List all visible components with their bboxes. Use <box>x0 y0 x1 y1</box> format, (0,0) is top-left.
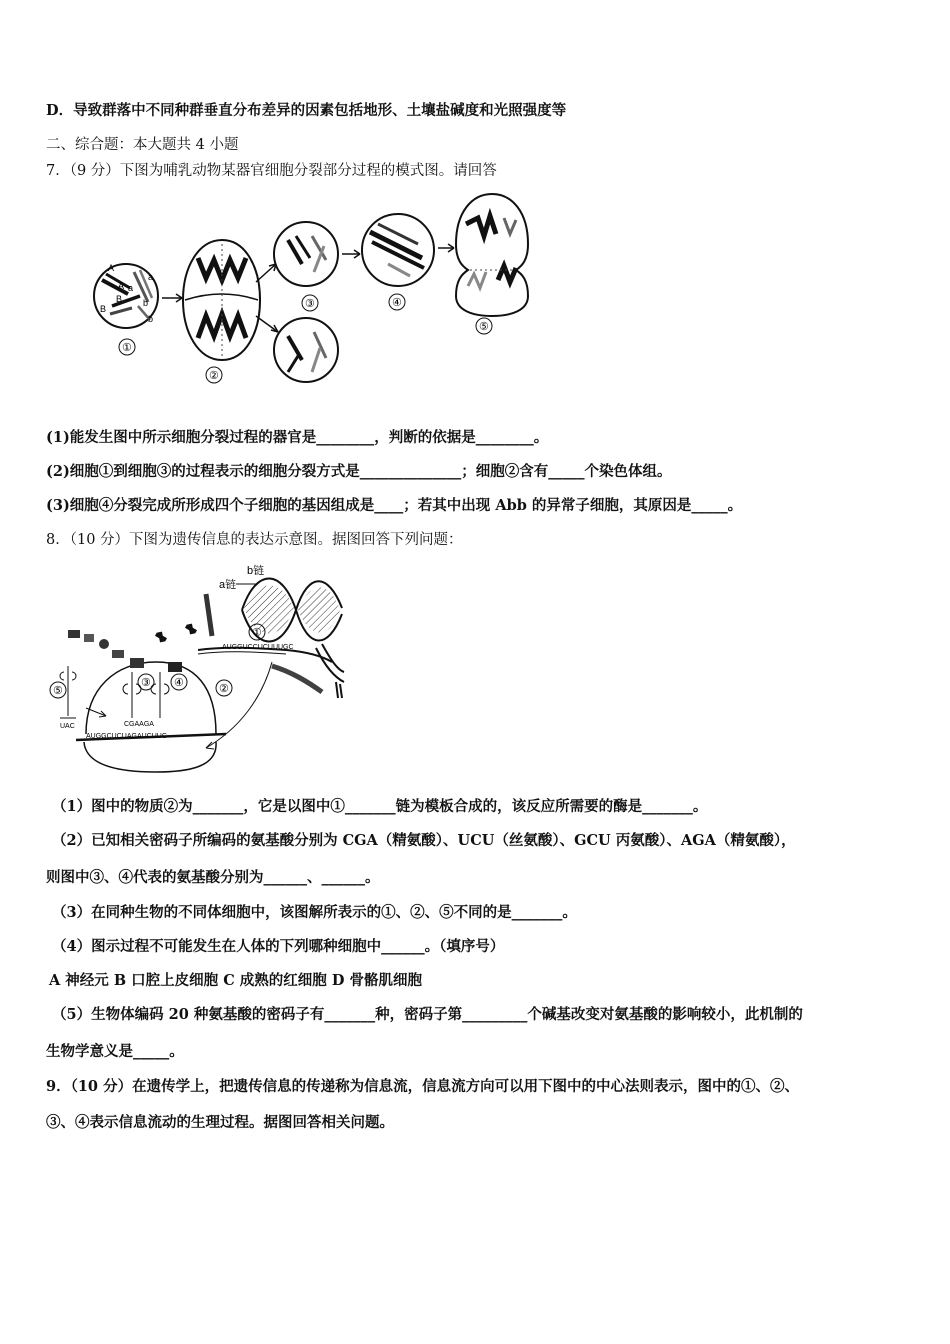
question-9-stem-a: 9．（10 分）在遗传学上，把遗传信息的传递称为信息流，信息流方向可以用下图中的中心法则表示，图中的①、②、 <box>46 1078 800 1095</box>
question-8-part-3: （3）在同种生物的不同体细胞中，该图解所表示的①、②、⑤不同的是_______。 <box>52 904 577 921</box>
peptide-chain <box>68 624 196 672</box>
question-8-part-4: （4）图示过程不可能发生在人体的下列哪种细胞中______。（填序号） <box>52 938 505 955</box>
cell-4 <box>362 214 434 310</box>
question-8-part-4-options: A 神经元 B 口腔上皮细胞 C 成熟的红细胞 D 骨骼肌细胞 <box>49 972 422 989</box>
trna-3 <box>123 672 154 718</box>
question-8-part-2b: 则图中③、④代表的氨基酸分别为______、______。 <box>46 869 380 886</box>
section-heading: 二、综合题：本大题共 4 小题 <box>46 137 239 153</box>
cell-5 <box>456 194 528 334</box>
ribosome <box>76 662 226 772</box>
question-8-stem: 8．（10 分）下图为遗传信息的表达示意图。据图回答下列问题： <box>46 532 463 548</box>
label-5: ⑤ <box>53 685 63 697</box>
question-8-part-2a: （2）已知相关密码子所编码的氨基酸分别为 CGA（精氨酸）、UCU（丝氨酸）、GCU 丙氨酸）、AGA（精氨酸）， <box>52 832 796 849</box>
cell-label-1: ① <box>122 342 132 354</box>
cell-1 <box>94 263 158 355</box>
chain-b-label: b链 <box>247 565 265 577</box>
gene-label: a <box>128 283 134 293</box>
question-7-part-1: (1)能发生图中所示细胞分裂过程的器官是________，判断的依据是________。 <box>46 429 549 446</box>
cell-label-5: ⑤ <box>479 321 489 333</box>
question-7-part-3: (3)细胞④分裂完成所形成四个子细胞的基因组成是____；若其中出现 Abb 的异常子细胞，其原因是_____。 <box>46 497 743 514</box>
gene-expression-figure <box>46 558 346 778</box>
cell-lower <box>274 318 338 382</box>
trna-5 <box>50 666 76 730</box>
cell-3 <box>274 222 338 311</box>
label-3: ③ <box>141 677 151 689</box>
question-8-part-1: （1）图中的物质②为_______，它是以图中①_______链为模板合成的，该反应所需要的酶是_______。 <box>52 798 708 815</box>
cell-label-3: ③ <box>305 298 315 310</box>
gene-label: B <box>100 304 107 314</box>
cell-label-4: ④ <box>392 297 402 309</box>
codon-strand-bottom: AUGGCUCUAGAUCUUC <box>86 733 167 740</box>
gene-label: A <box>108 263 115 273</box>
cell-2 <box>183 240 260 383</box>
cell-label-2: ② <box>209 370 219 382</box>
label-2: ② <box>219 683 229 695</box>
question-7-part-2: (2)细胞①到细胞③的过程表示的细胞分裂方式是______________；细胞②含有_____个染色体组。 <box>46 463 672 480</box>
question-8-part-5a: （5）生物体编码 20 种氨基酸的密码子有_______种，密码子第_________个碱基改变对氨基酸的影响较小，此机制的 <box>52 1006 803 1023</box>
question-7-stem: 7．（9 分）下图为哺乳动物某器官细胞分裂部分过程的模式图。请回答 <box>46 163 497 179</box>
option-d-text: D．导致群落中不同种群垂直分布差异的因素包括地形、土壤盐碱度和光照强度等 <box>46 102 567 119</box>
codon-strand-top: AUGGUCCUCUUUGC <box>222 644 294 651</box>
question-9-stem-b: ③、④表示信息流动的生理过程。据图回答相关问题。 <box>46 1114 394 1131</box>
anticodon-label: UAC <box>60 723 75 730</box>
gene-label: B <box>116 294 123 304</box>
gene-label: a <box>148 272 154 282</box>
question-8-part-5b: 生物学意义是_____。 <box>46 1043 184 1060</box>
trna-4 <box>151 672 187 718</box>
label-4: ④ <box>174 677 184 689</box>
cell-division-figure <box>88 188 548 388</box>
gene-label: A <box>118 281 125 291</box>
gene-label: b <box>148 314 154 324</box>
label-1: ① <box>252 627 262 639</box>
chain-a-label: a链 <box>219 579 237 591</box>
gene-label: b <box>143 298 149 308</box>
anticodon-label: CGAAGA <box>124 721 154 728</box>
